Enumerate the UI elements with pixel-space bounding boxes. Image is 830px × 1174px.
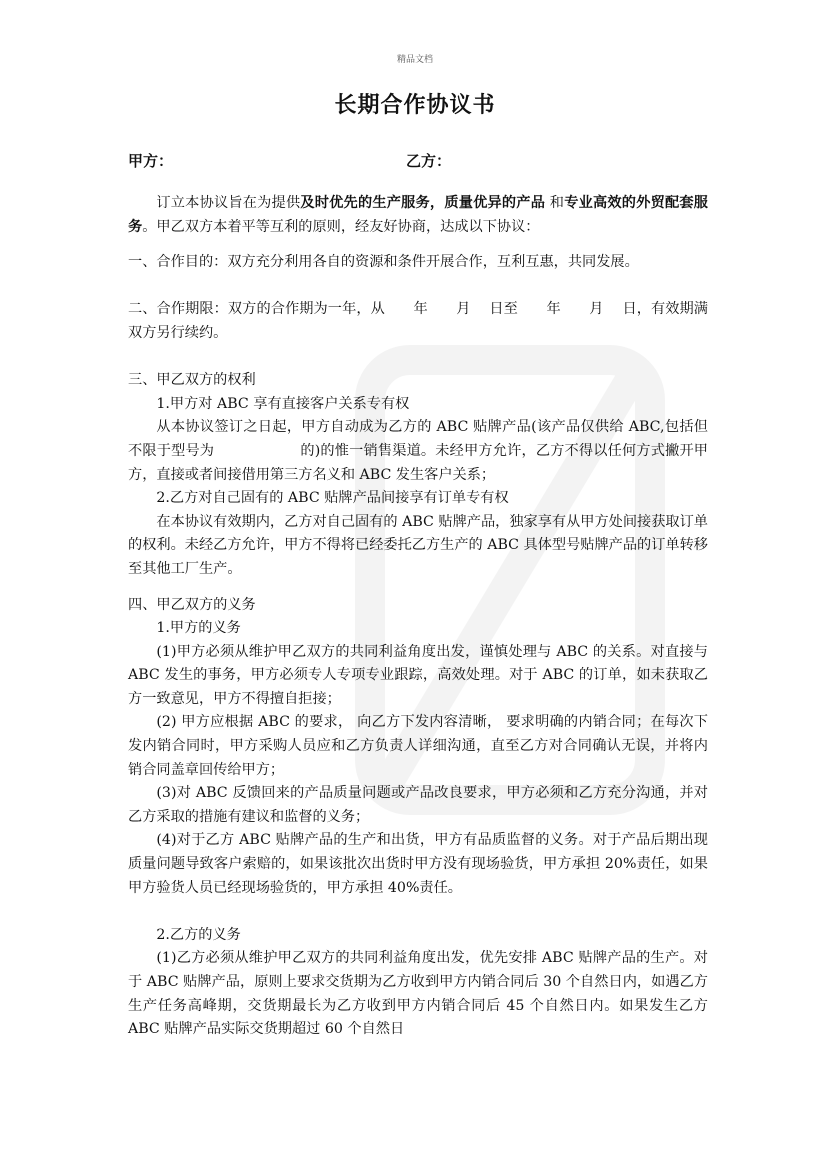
intro-text-1: 订立本协议旨在为提供 xyxy=(156,195,301,211)
section-1: 一、合作目的：双方充分利用各自的资源和条件开展合作，互利互惠，共同发展。 xyxy=(128,254,639,271)
section-4-para-5: (1)乙方必须从维护甲乙双方的共同利益角度出发，优先安排 ABC 贴牌产品的生产。对于 ABC 贴牌产品，原则上要求交货期为乙方收到甲方内销合同后 30 个自然日内，如遇乙方生产任务高峰期，交货期最长为乙方收到甲方内销合同后 45 个自然日内。如果发生乙方 ABC 贴牌产品实际交货期超过 60 个自然日 xyxy=(128,950,708,1038)
section-4-sub-1: 1.甲方的义务 xyxy=(156,620,241,637)
section-4-para-2: (2) 甲方应根据 ABC 的要求， 向乙方下发内容清晰， 要求明确的内销合同；在每次下发内销合同时，甲方采购人员应和乙方负责人详细沟通，直至乙方对合同确认无误，并将内销合同盖章回传给甲方； xyxy=(128,714,708,778)
section-3-item-1-body: 从本协议签订之日起，甲方自动成为乙方的 ABC 贴牌产品(该产品仅供给 ABC,包括但不限于型号为 的)的惟一销售渠道。未经甲方允许，乙方不得以任何方式撇开甲方，直接或者间接借用第三方名义和 ABC 发生客户关系； xyxy=(128,419,708,483)
section-3-item-1-title: 1.甲方对 ABC 享有直接客户关系专有权 xyxy=(156,395,410,412)
section-4-para-1: (1)甲方必须从维护甲乙双方的共同利益角度出发，谨慎处理与 ABC 的关系。对直接与 ABC 发生的事务，甲方必须专人专项专业跟踪，高效处理。对于 ABC 的订单，如未获取乙方一致意见，甲方不得擅自拒接； xyxy=(128,643,708,707)
intro-bold-2: 专业高效的外贸配套服务 xyxy=(128,195,708,235)
section-4-sub-2: 2.乙方的义务 xyxy=(156,926,241,943)
section-3-item-2-title: 2.乙方对自己固有的 ABC 贴牌产品间接享有订单专有权 xyxy=(156,490,509,507)
document-title: 长期合作协议书 xyxy=(334,93,496,118)
section-4-para-4: (4)对于乙方 ABC 贴牌产品的生产和出货，甲方有品质监督的义务。对于产品后期出现质量问题导致客户索赔的，如果该批次出货时甲方没有现场验货，甲方承担 20%责任，如果甲方验货人员已经现场验货的，甲方承担 40%责任。 xyxy=(128,832,708,896)
intro-text-2: 和 xyxy=(545,195,565,211)
section-2: 二、合作期限：双方的合作期为一年，从 年 月 日至 年 月 日，有效期满双方另行续约。 xyxy=(128,301,708,341)
section-3-heading: 三、甲乙双方的权利 xyxy=(128,372,256,389)
party-a-label: 甲方： xyxy=(128,152,174,170)
section-4-para-3: (3)对 ABC 反馈回来的产品质量问题或产品改良要求，甲方必须和乙方充分沟通，并对乙方采取的措施有建议和监督的义务； xyxy=(128,785,708,825)
document-body xyxy=(128,192,708,1042)
party-b-label: 乙方： xyxy=(406,152,452,170)
intro-paragraph xyxy=(128,192,708,239)
section-3-item-2-body: 在本协议有效期内，乙方对自己固有的 ABC 贴牌产品，独家享有从甲方处间接获取订单的权利。未经乙方允许，甲方不得将已经委托乙方生产的 ABC 具体型号贴牌产品的订单转移至其他工厂生产。 xyxy=(128,513,708,577)
intro-text-3: 。甲乙双方本着平等互利的原则，经友好协商，达成以下协议： xyxy=(142,218,540,235)
parties-line xyxy=(128,150,708,170)
header-label: 精品文档 xyxy=(396,55,433,65)
section-4-heading: 四、甲乙双方的义务 xyxy=(128,596,256,613)
intro-bold-1: 及时优先的生产服务，质量优异的产品 xyxy=(300,195,546,211)
